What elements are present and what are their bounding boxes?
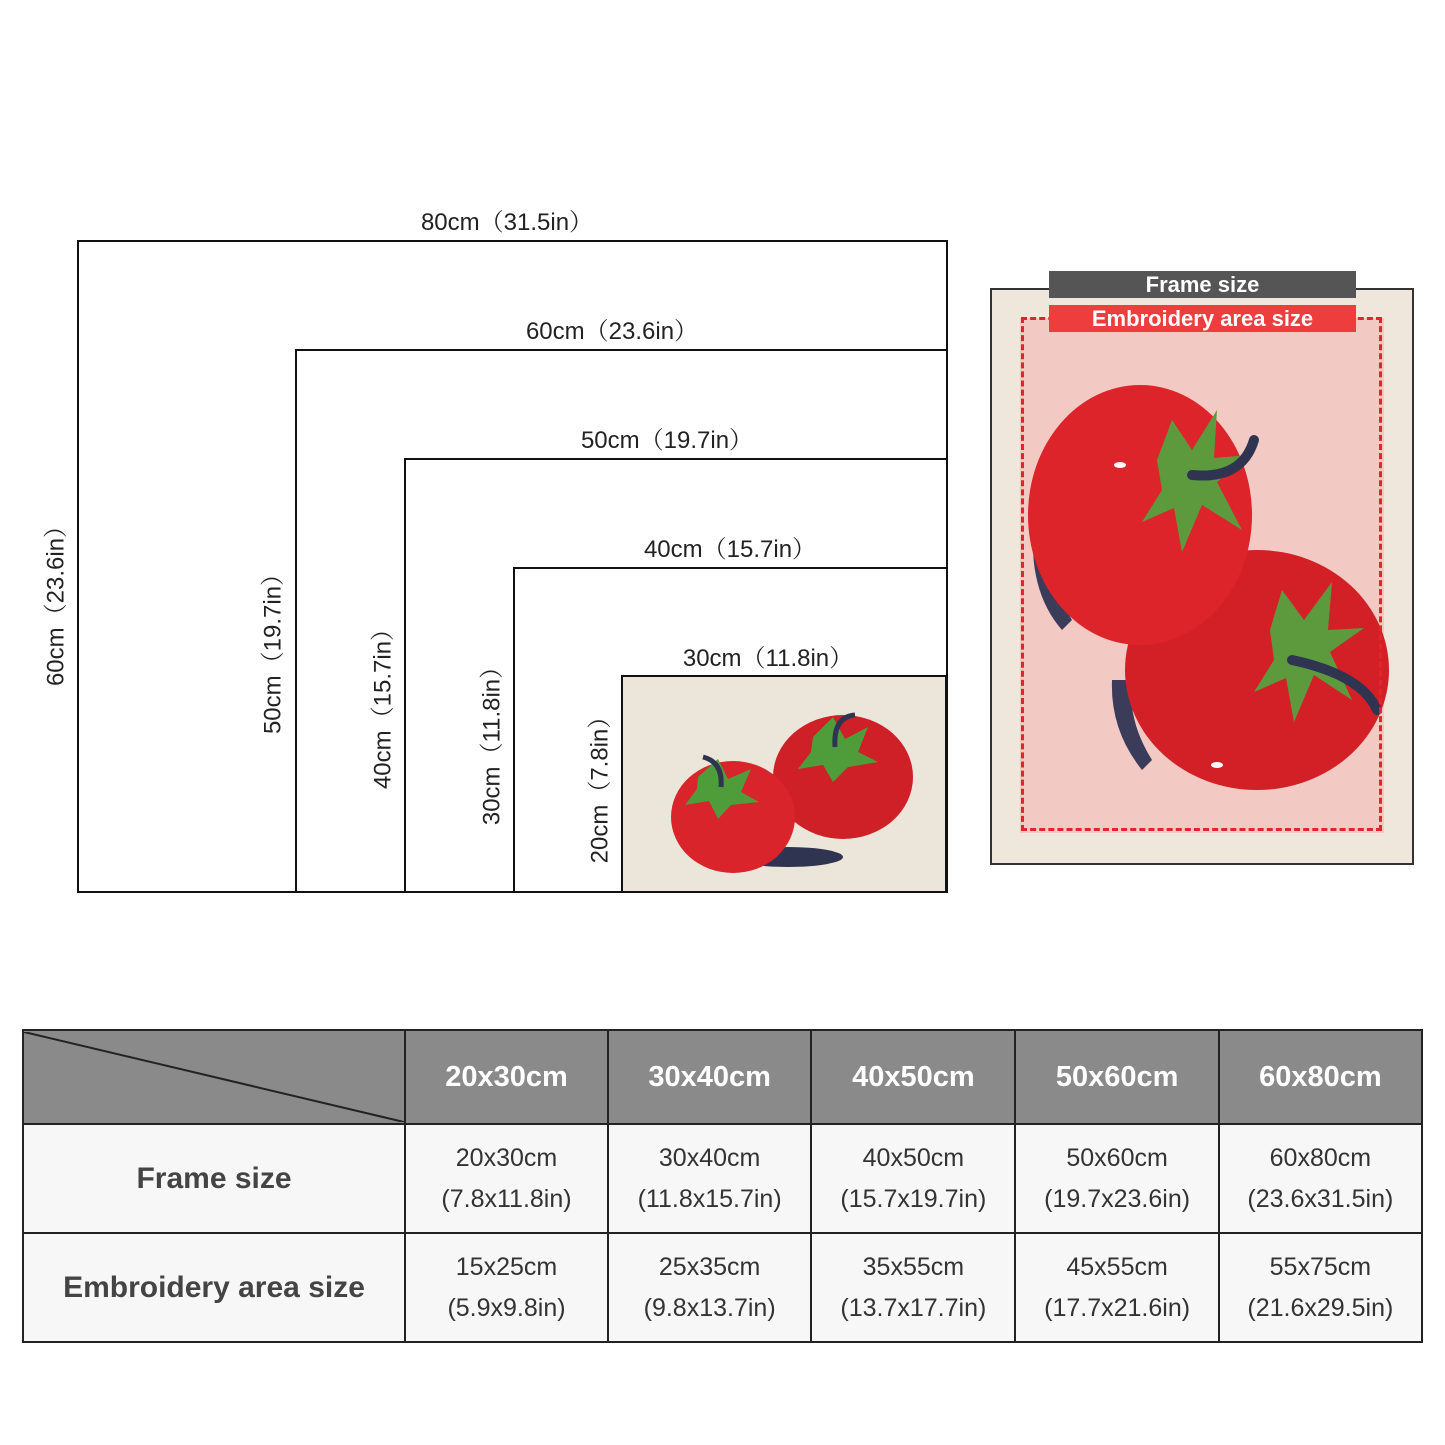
table-cell: 20x30cm (7.8x11.8in): [405, 1124, 608, 1233]
row-label: Frame size: [23, 1124, 405, 1233]
frame-size-tag: Frame size: [1049, 271, 1356, 298]
table-row-frame-size: [23, 1124, 1422, 1233]
table-cell: 25x35cm (9.8x13.7in): [608, 1233, 811, 1342]
size-spec-table: [22, 1029, 1423, 1343]
width-label-80cm: 80cm（31.5in）: [420, 209, 594, 236]
column-header: 30x40cm: [608, 1030, 811, 1124]
column-header: 40x50cm: [811, 1030, 1015, 1124]
table-row-embroidery-area: [23, 1233, 1422, 1342]
column-header: 60x80cm: [1219, 1030, 1422, 1124]
embroidery-thumbnail: [621, 675, 947, 893]
height-label-60cm: 60cm（23.6in）: [42, 513, 70, 687]
height-label-50cm: 50cm（19.7in）: [259, 561, 287, 735]
width-label-50cm: 50cm（19.7in）: [580, 427, 754, 454]
corner-diagonal-line: [24, 1032, 404, 1122]
table-cell: 15x25cm (5.9x9.8in): [405, 1233, 608, 1342]
width-label-40cm: 40cm（15.7in）: [643, 536, 817, 563]
embroidery-area-outline: [1021, 317, 1382, 831]
width-label-60cm: 60cm（23.6in）: [525, 318, 699, 345]
row-label: Embroidery area size: [23, 1233, 405, 1342]
height-label-30cm: 30cm（11.8in）: [478, 654, 506, 826]
column-header: 50x60cm: [1015, 1030, 1218, 1124]
embroidery-area-tag: Embroidery area size: [1049, 305, 1356, 332]
table-cell: 40x50cm (15.7x19.7in): [811, 1124, 1015, 1233]
table-cell: 30x40cm (11.8x15.7in): [608, 1124, 811, 1233]
column-header: 20x30cm: [405, 1030, 608, 1124]
height-label-40cm: 40cm（15.7in）: [369, 616, 397, 790]
table-cell: 35x55cm (13.7x17.7in): [811, 1233, 1015, 1342]
width-label-30cm: 30cm（11.8in）: [682, 645, 854, 672]
table-corner-cell: [23, 1030, 405, 1124]
table-cell: 55x75cm (21.6x29.5in): [1219, 1233, 1422, 1342]
table-cell: 45x55cm (17.7x21.6in): [1015, 1233, 1218, 1342]
table-header-row: [23, 1030, 1422, 1124]
table-cell: 60x80cm (23.6x31.5in): [1219, 1124, 1422, 1233]
table-cell: 50x60cm (19.7x23.6in): [1015, 1124, 1218, 1233]
tomato-illustration-small: [623, 677, 947, 893]
height-label-20cm: 20cm（7.8in）: [586, 704, 614, 864]
